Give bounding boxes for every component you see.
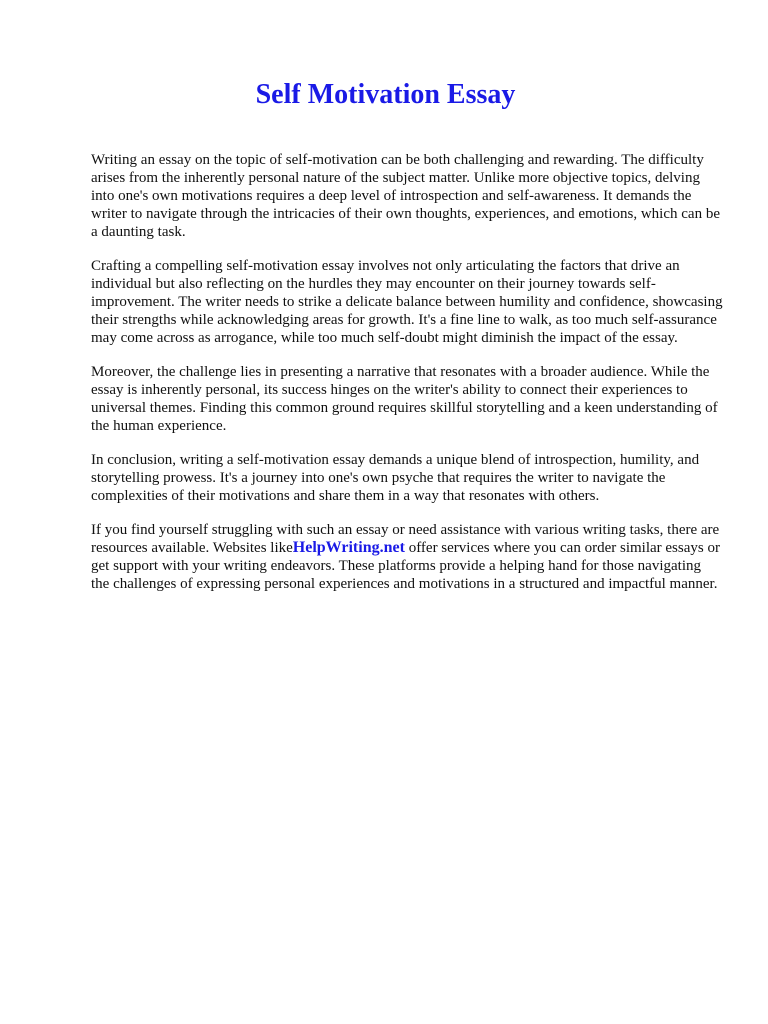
paragraph-4: In conclusion, writing a self-motivation essay demands a unique blend of introspection, humility, and storytelling prowess. It's a journey into one's own psyche that requires the writer to navigate the complexities of their motivations and share them in a way that resonates with others. [91,451,700,504]
paragraph-3: Moreover, the challenge lies in presenting a narrative that resonates with a broader audience. While the essay is inherently personal, its success hinges on the writer's ability to connect their experiences to universal themes. Finding this common ground requires skillful storytelling and a keen understanding of the human experience. [91,363,718,434]
paragraph-5-text-after: offer services where you can order similar essays or get support with your writing endeavors. These platforms provide a helping hand for those navigating the challenges of expressing personal experiences and motivations in a structured and impactful manner. [91,539,720,592]
paragraph-1: Writing an essay on the topic of self-motivation can be both challenging and rewarding. The difficulty arises from the inherently personal nature of the subject matter. Unlike more objective topics, delving into one's own motivations requires a deep level of introspection and self-awareness. It demands the writer to navigate through the intricacies of their own thoughts, experiences, and emotions, which can be a daunting task. [91,151,720,240]
paragraph-5 [91,521,723,593]
paragraph-2: Crafting a compelling self-motivation essay involves not only articulating the factors that drive an individual but also reflecting on the hurdles they may encounter on their journey towards self-improvement. The writer needs to strike a delicate balance between humility and confidence, showcasing their strengths while acknowledging areas for growth. It's a fine line to walk, as too much self-assurance may come across as arrogance, while too much self-doubt might diminish the impact of the essay. [91,257,723,346]
page-title: Self Motivation Essay [255,79,516,110]
paragraph-5-text-before: If you find yourself struggling with such an essay or need assistance with various writing tasks, there are resources available. Websites like [91,521,720,556]
helpwriting-link[interactable]: HelpWriting.net [292,538,405,556]
